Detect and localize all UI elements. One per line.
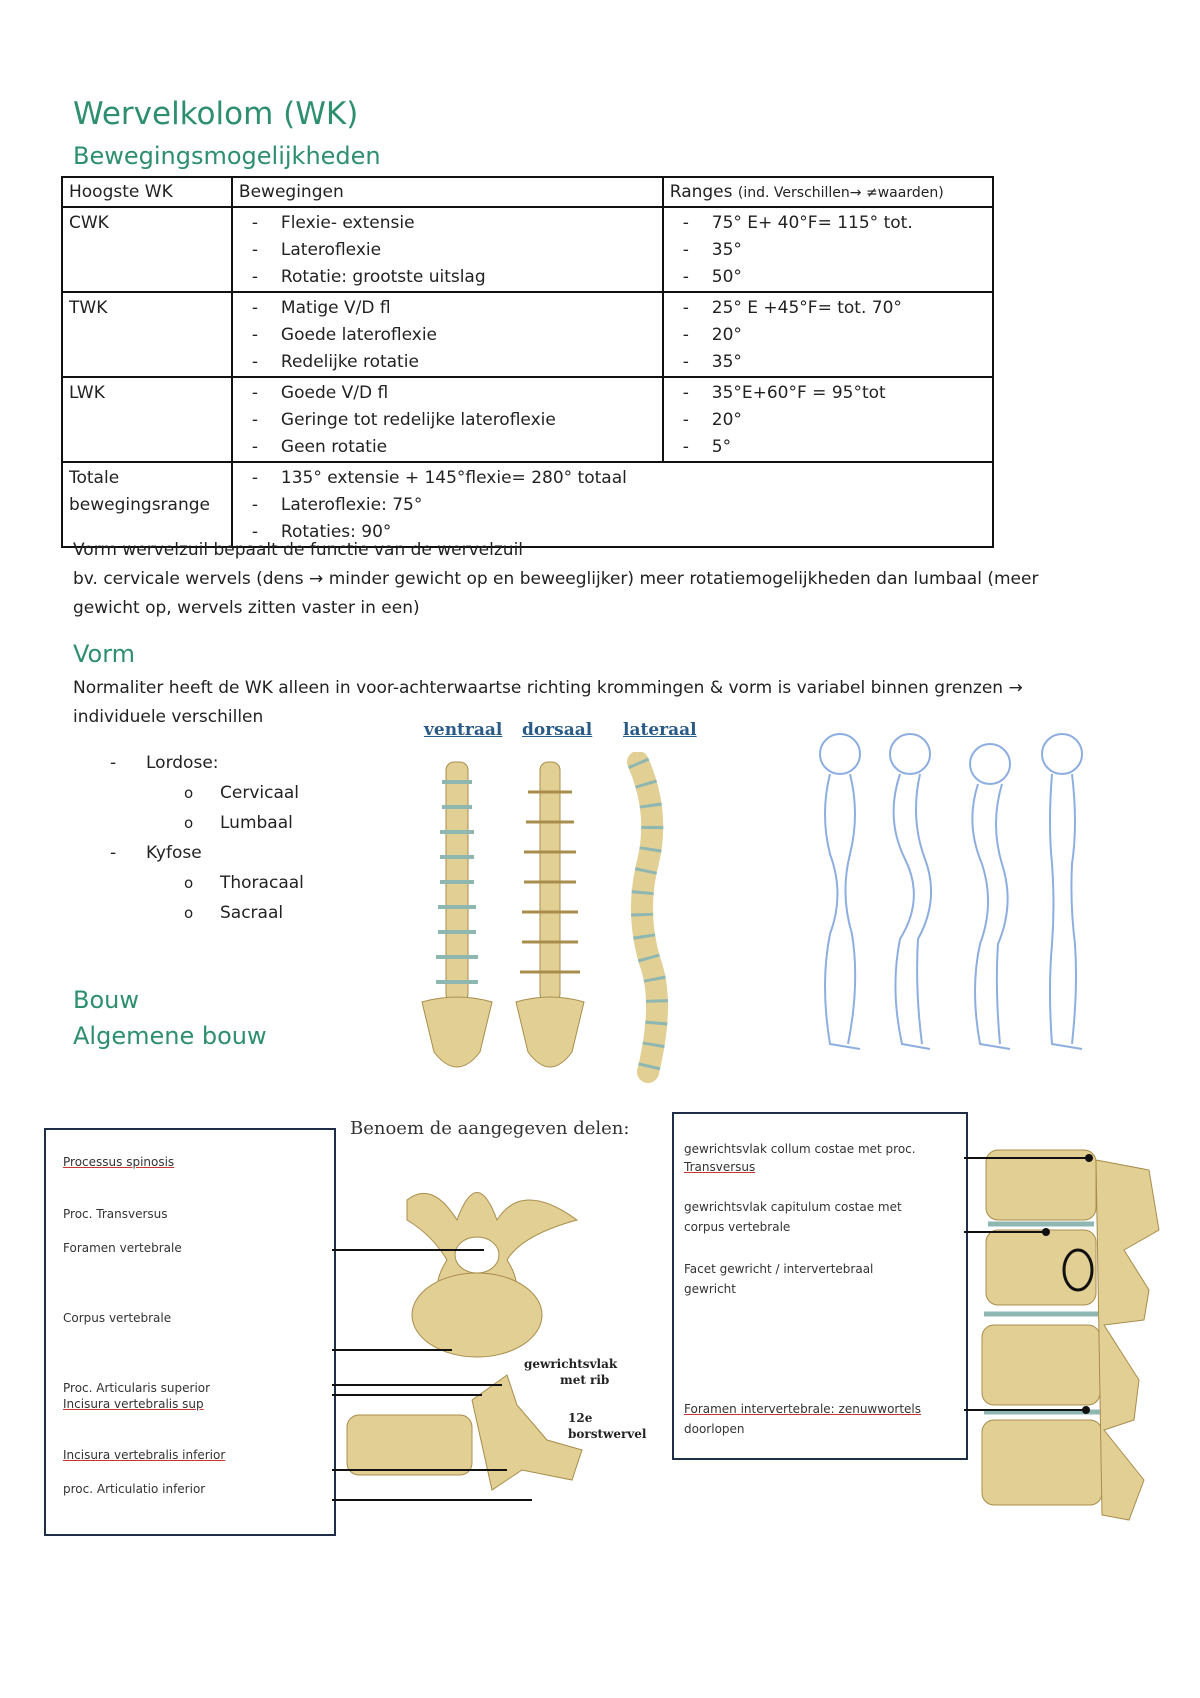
box-label: Transversus [684, 1160, 756, 1174]
move-item: - Redelijke rotatie [239, 349, 656, 376]
stacked-vertebrae-illustration [964, 1120, 1184, 1560]
moves-cell [232, 292, 663, 377]
list-item: o Lumbaal [110, 808, 304, 838]
list-item: o Thoracaal [110, 868, 304, 898]
page-title: Wervelkolom (WK) [73, 96, 359, 132]
text-line: gewicht op, wervels zitten vaster in een) [73, 598, 420, 618]
label-ventral: ventraal [424, 720, 503, 740]
move-item: - Geen rotatie [239, 434, 656, 461]
curvature-list [110, 748, 304, 928]
bone-caption-vertebra [568, 1410, 646, 1442]
vertebra-illustration [332, 1150, 652, 1520]
posture-sketches [790, 724, 1120, 1074]
region-cell [62, 462, 232, 547]
box-label: gewrichtsvlak capitulum costae met [684, 1200, 902, 1214]
box-label: Proc. Articularis superior [63, 1381, 211, 1395]
spine-ventral [422, 762, 492, 1067]
bone-caption-line: 12e [568, 1411, 593, 1425]
moves-cell [232, 377, 663, 462]
total-item: - 135° extensie + 145°flexie= 280° totaal [239, 465, 986, 492]
move-item: - Goede V/D fl [239, 380, 656, 407]
move-item: - Flexie- extensie [239, 210, 656, 237]
total-cell [232, 462, 993, 547]
vertebra-top-view [407, 1193, 577, 1358]
header-ranges: Ranges [669, 182, 733, 202]
spine-lateral [638, 762, 657, 1072]
box-label: proc. Articulatio inferior [63, 1482, 206, 1496]
move-item: - Lateroflexie [239, 237, 656, 264]
box-label: Corpus vertebrale [63, 1311, 172, 1325]
header-ranges-note: (ind. Verschillen→ ≠waarden) [737, 185, 944, 201]
box-label: Processus spinosis [63, 1155, 175, 1169]
movement-table [61, 176, 994, 548]
box-label: Proc. Transversus [63, 1207, 168, 1221]
spine-joint-label-box [672, 1112, 968, 1460]
paragraph-form-function [73, 536, 1143, 623]
header-cell: Hoogste WK [62, 177, 232, 207]
list-item: - Lordose: [110, 748, 304, 778]
range-item: - 35° [670, 237, 986, 264]
move-item: - Geringe tot redelijke lateroflexie [239, 407, 656, 434]
figure-caption: Benoem de aangegeven delen: [350, 1118, 630, 1139]
bone-caption-line: met rib [560, 1373, 610, 1387]
region-cell: CWK [62, 207, 232, 292]
posture-figure [890, 734, 931, 1049]
range-item: - 75° E+ 40°F= 115° tot. [670, 210, 986, 237]
range-item: - 5° [670, 434, 986, 461]
label-lateral: lateraal [623, 720, 697, 740]
header-cell: Bewegingen [232, 177, 663, 207]
box-label: Facet gewricht / intervertebraal [684, 1262, 874, 1276]
total-item: - Lateroflexie: 75° [239, 492, 986, 519]
bone-caption-line: gewrichtsvlak [524, 1357, 618, 1371]
bone-caption-joint [524, 1356, 617, 1388]
move-item: - Matige V/D fl [239, 295, 656, 322]
text-line: Vorm wervelzuil bepaalt de functie van de wervelzuil [73, 540, 524, 560]
ranges-cell [663, 292, 993, 377]
spine-dorsal [516, 762, 584, 1067]
ranges-cell [663, 207, 993, 292]
posture-figure [820, 734, 860, 1049]
range-item: - 35° [670, 349, 986, 376]
posture-figure [970, 744, 1010, 1049]
table-row [62, 292, 993, 377]
box-label: Incisura vertebralis inferior [63, 1448, 226, 1462]
bone-caption-line: borstwervel [568, 1427, 647, 1441]
region-cell: LWK [62, 377, 232, 462]
text-line: Normaliter heeft de WK alleen in voor-achterwaartse richting krommingen & vorm is variabel binnen grenzen → [73, 678, 1023, 698]
total-label-line2: bewegingsrange [69, 495, 210, 515]
total-label-line1: Totale [69, 468, 120, 488]
section-heading-bouw: Bouw [73, 986, 139, 1014]
region-cell: TWK [62, 292, 232, 377]
box-label: gewricht [684, 1282, 736, 1296]
vertebra-lateral-view [347, 1375, 582, 1490]
spine-illustration [410, 752, 710, 1112]
range-item: - 50° [670, 264, 986, 291]
move-item: - Goede lateroflexie [239, 322, 656, 349]
posture-figure [1042, 734, 1082, 1049]
range-item: - 20° [670, 407, 986, 434]
box-label: doorlopen [684, 1422, 745, 1436]
move-item: - Rotatie: grootste uitslag [239, 264, 656, 291]
header-cell [663, 177, 993, 207]
section-heading-vorm: Vorm [73, 640, 136, 668]
page-subtitle: Bewegingsmogelijkheden [73, 142, 381, 170]
list-item: - Kyfose [110, 838, 304, 868]
box-label: Foramen intervertebrale: zenuwwortels [684, 1402, 922, 1416]
table-row [62, 207, 993, 292]
range-item: - 20° [670, 322, 986, 349]
range-item: - 35°E+60°F = 95°tot [670, 380, 986, 407]
ranges-cell [663, 377, 993, 462]
box-label: Foramen vertebrale [63, 1241, 182, 1255]
label-dorsal: dorsaal [522, 720, 593, 740]
box-label: Incisura vertebralis sup [63, 1397, 204, 1411]
list-item: o Sacraal [110, 898, 304, 928]
range-item: - 25° E +45°F= tot. 70° [670, 295, 986, 322]
total-item: - Rotaties: 90° [239, 519, 986, 546]
box-label: corpus vertebrale [684, 1220, 791, 1234]
text-line: individuele verschillen [73, 707, 264, 727]
box-label: gewrichtsvlak collum costae met proc. [684, 1142, 916, 1156]
text-line: bv. cervicale wervels (dens → minder gewicht op en beweeglijker) meer rotatiemogelijkheden dan lumbaal (meer [73, 569, 1039, 589]
section-heading-algemene-bouw: Algemene bouw [73, 1022, 267, 1050]
list-item: o Cervicaal [110, 778, 304, 808]
table-header-row [62, 177, 993, 207]
moves-cell [232, 207, 663, 292]
table-row [62, 377, 993, 462]
vertebra-label-box [44, 1128, 336, 1536]
table-row-total [62, 462, 993, 547]
